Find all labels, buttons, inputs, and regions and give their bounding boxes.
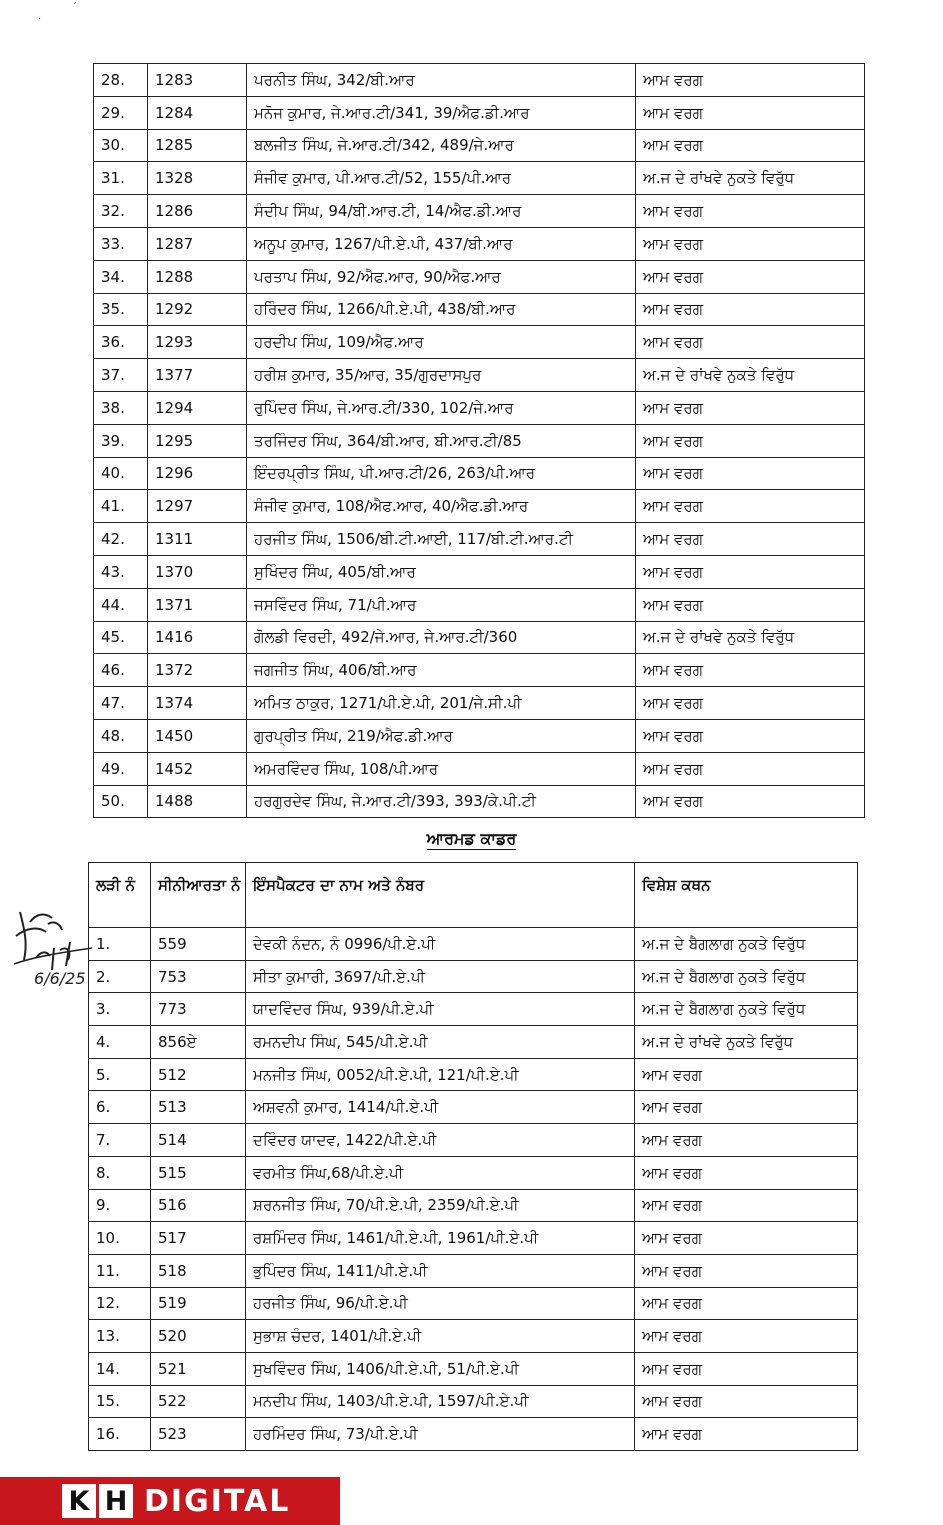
cell-inspector-name: ਹਰਜੀਤ ਸਿੰਘ, 96/ਪੀ.ਏ.ਪੀ (246, 1287, 635, 1320)
cell-seniority-no: 1283 (148, 64, 247, 97)
cell-inspector-name: ਸੁਖਵਿੰਦਰ ਸਿੰਘ, 1406/ਪੀ.ਏ.ਪੀ, 51/ਪੀ.ਏ.ਪੀ (246, 1352, 635, 1385)
cell-remarks: ਅ.ਜ ਦੇ ਬੈਗਲਾਗ ਨੁਕਤੇ ਵਿਰੁੱਧ (635, 960, 858, 993)
header-seniority-no: ਸੀਨੀਆਰਤਾ ਨੰ (151, 863, 246, 928)
table-row (94, 785, 865, 818)
cell-seniority-no: 1377 (148, 359, 247, 392)
table-row (94, 326, 865, 359)
header-remarks: ਵਿਸ਼ੇਸ਼ ਕਥਨ (635, 863, 858, 928)
table-row (94, 260, 865, 293)
logo-text: DIGITAL (144, 1483, 291, 1519)
cell-serial-no: 7. (89, 1124, 151, 1157)
cell-inspector-name: ਰਮਨਦੀਪ ਸਿੰਘ, 545/ਪੀ.ਏ.ਪੀ (246, 1026, 635, 1059)
cell-remarks: ਆਮ ਵਰਗ (636, 96, 865, 129)
table-row (94, 64, 865, 97)
cell-inspector-name: ਸੰਜੀਵ ਕੁਮਾਰ, ਪੀ.ਆਰ.ਟੀ/52, 155/ਪੀ.ਆਰ (247, 162, 636, 195)
cell-remarks: ਆਮ ਵਰਗ (635, 1320, 858, 1353)
cell-serial-no: 45. (94, 621, 148, 654)
table-row (89, 1418, 858, 1451)
cell-serial-no: 3. (89, 993, 151, 1026)
cell-serial-no: 9. (89, 1189, 151, 1222)
cell-seniority-no: 1372 (148, 654, 247, 687)
cell-seniority-no: 1488 (148, 785, 247, 818)
cell-serial-no: 4. (89, 1026, 151, 1059)
table-row (89, 928, 858, 961)
cell-serial-no: 36. (94, 326, 148, 359)
cell-inspector-name: ਸੀਤਾ ਕੁਮਾਰੀ, 3697/ਪੀ.ਏ.ਪੀ (246, 960, 635, 993)
handwritten-signature (6, 902, 96, 992)
cell-serial-no: 47. (94, 687, 148, 720)
cell-inspector-name: ਰਸ਼ਮਿੰਦਰ ਸਿੰਘ, 1461/ਪੀ.ਏ.ਪੀ, 1961/ਪੀ.ਏ.ਪੀ (246, 1222, 635, 1255)
inspector-list-table-continued (93, 63, 865, 818)
cell-inspector-name: ਪਰਤਾਪ ਸਿੰਘ, 92/ਐਫ.ਆਰ, 90/ਐਫ.ਆਰ (247, 260, 636, 293)
table-row (94, 752, 865, 785)
cell-seniority-no: 513 (151, 1091, 246, 1124)
cell-inspector-name: ਰੁਪਿੰਦਰ ਸਿੰਘ, ਜੇ.ਆਰ.ਟੀ/330, 102/ਜੇ.ਆਰ (247, 391, 636, 424)
cell-seniority-no: 1292 (148, 293, 247, 326)
table-row (89, 1189, 858, 1222)
cell-remarks: ਅ.ਜ ਦੇ ਰਾਂਖਵੇ ਨੁਕਤੇ ਵਿਰੁੱਧ (636, 621, 865, 654)
table-row (89, 1352, 858, 1385)
table-row (94, 523, 865, 556)
cell-remarks: ਆਮ ਵਰਗ (636, 129, 865, 162)
cell-serial-no: 33. (94, 227, 148, 260)
cell-serial-no: 49. (94, 752, 148, 785)
cell-seniority-no: 512 (151, 1058, 246, 1091)
table-row (89, 1124, 858, 1157)
table-row (89, 1254, 858, 1287)
cell-serial-no: 14. (89, 1352, 151, 1385)
cell-inspector-name: ਹਰਜੀਤ ਸਿੰਘ, 1506/ਬੀ.ਟੀ.ਆਈ, 117/ਬੀ.ਟੀ.ਆਰ.ਟੀ (247, 523, 636, 556)
table-row (94, 96, 865, 129)
cell-seniority-no: 520 (151, 1320, 246, 1353)
cell-remarks: ਆਮ ਵਰਗ (636, 490, 865, 523)
cell-remarks: ਆਮ ਵਰਗ (636, 588, 865, 621)
cell-remarks: ਆਮ ਵਰਗ (635, 1124, 858, 1157)
cell-seniority-no: 753 (151, 960, 246, 993)
header-serial-no: ਲੜੀ ਨੰ (89, 863, 151, 928)
table-row (94, 293, 865, 326)
cell-remarks: ਆਮ ਵਰਗ (635, 1254, 858, 1287)
cell-inspector-name: ਜਸਵਿੰਦਰ ਸਿੰਘ, 71/ਪੀ.ਆਰ (247, 588, 636, 621)
cell-inspector-name: ਅਨੂਪ ਕੁਮਾਰ, 1267/ਪੀ.ਏ.ਪੀ, 437/ਬੀ.ਆਰ (247, 227, 636, 260)
cell-remarks: ਆਮ ਵਰਗ (636, 195, 865, 228)
table-row (89, 1058, 858, 1091)
cell-seniority-no: 521 (151, 1352, 246, 1385)
cell-serial-no: 37. (94, 359, 148, 392)
cell-serial-no: 38. (94, 391, 148, 424)
table-row (94, 359, 865, 392)
cell-inspector-name: ਮਨੋਜ ਕੁਮਾਰ, ਜੇ.ਆਰ.ਟੀ/341, 39/ਐਫ.ਡੀ.ਆਰ (247, 96, 636, 129)
cell-remarks: ਆਮ ਵਰਗ (635, 1156, 858, 1189)
cell-serial-no: 6. (89, 1091, 151, 1124)
cell-inspector-name: ਤਰਜਿੰਦਰ ਸਿੰਘ, 364/ਬੀ.ਆਰ, ਬੀ.ਆਰ.ਟੀ/85 (247, 424, 636, 457)
cell-remarks: ਆਮ ਵਰਗ (636, 326, 865, 359)
cell-serial-no: 15. (89, 1385, 151, 1418)
cell-inspector-name: ਹਰਗੁਰਦੇਵ ਸਿੰਘ, ਜੇ.ਆਰ.ਟੀ/393, 393/ਕੇ.ਪੀ.ਟੀ (247, 785, 636, 818)
cell-seniority-no: 1328 (148, 162, 247, 195)
cell-serial-no: 2. (89, 960, 151, 993)
cell-remarks: ਅ.ਜ ਦੇ ਬੈਗਲਾਗ ਨੁਕਤੇ ਵਿਰੁੱਧ (635, 928, 858, 961)
cell-serial-no: 13. (89, 1320, 151, 1353)
section-heading-text: ਆਰਮਡ ਕਾਡਰ (426, 829, 517, 848)
cell-seniority-no: 1296 (148, 457, 247, 490)
cell-inspector-name: ਹਰਮਿੰਦਰ ਸਿੰਘ, 73/ਪੀ.ਏ.ਪੀ (246, 1418, 635, 1451)
cell-remarks: ਆਮ ਵਰਗ (636, 293, 865, 326)
table-row (94, 687, 865, 720)
cell-inspector-name: ਯਾਦਵਿੰਦਰ ਸਿੰਘ, 939/ਪੀ.ਏ.ਪੀ (246, 993, 635, 1026)
cell-seniority-no: 1295 (148, 424, 247, 457)
cell-inspector-name: ਜਗਜੀਤ ਸਿੰਘ, 406/ਬੀ.ਆਰ (247, 654, 636, 687)
cell-seniority-no: 518 (151, 1254, 246, 1287)
cell-inspector-name: ਸੁਭਾਸ਼ ਚੰਦਰ, 1401/ਪੀ.ਏ.ਪੀ (246, 1320, 635, 1353)
cell-remarks: ਆਮ ਵਰਗ (635, 1385, 858, 1418)
cell-serial-no: 5. (89, 1058, 151, 1091)
table-row (94, 227, 865, 260)
cell-serial-no: 40. (94, 457, 148, 490)
cell-remarks: ਆਮ ਵਰਗ (636, 64, 865, 97)
cell-seniority-no: 773 (151, 993, 246, 1026)
cell-inspector-name: ਬਲਜੀਤ ਸਿੰਘ, ਜੇ.ਆਰ.ਟੀ/342, 489/ਜੇ.ਆਰ (247, 129, 636, 162)
cell-seniority-no: 559 (151, 928, 246, 961)
table-row (94, 391, 865, 424)
cell-seniority-no: 1286 (148, 195, 247, 228)
cell-inspector-name: ਗੁਰਪ੍ਰੀਤ ਸਿੰਘ, 219/ਐਫ.ਡੀ.ਆਰ (247, 719, 636, 752)
table-header-row (89, 863, 858, 928)
cell-remarks: ਆਮ ਵਰਗ (636, 523, 865, 556)
cell-seniority-no: 523 (151, 1418, 246, 1451)
table-row (94, 162, 865, 195)
cell-serial-no: 42. (94, 523, 148, 556)
scan-mark: ˊ (72, 2, 77, 13)
cell-remarks: ਆਮ ਵਰਗ (636, 424, 865, 457)
cell-seniority-no: 1285 (148, 129, 247, 162)
table-row (89, 1385, 858, 1418)
cell-seniority-no: 1452 (148, 752, 247, 785)
cell-seniority-no: 856ਏ (151, 1026, 246, 1059)
cell-serial-no: 30. (94, 129, 148, 162)
cell-seniority-no: 522 (151, 1385, 246, 1418)
cell-seniority-no: 1370 (148, 555, 247, 588)
cell-remarks: ਆਮ ਵਰਗ (636, 391, 865, 424)
header-inspector-name: ਇੰਸਪੈਕਟਰ ਦਾ ਨਾਮ ਅਤੇ ਨੰਬਰ (246, 863, 635, 928)
cell-seniority-no: 1311 (148, 523, 247, 556)
cell-inspector-name: ਅਮਿਤ ਠਾਕੁਰ, 1271/ਪੀ.ਏ.ਪੀ, 201/ਜੇ.ਸੀ.ਪੀ (247, 687, 636, 720)
cell-remarks: ਅ.ਜ ਦੇ ਰਾਂਖਵੇ ਨੁਕਤੇ ਵਿਰੁੱਧ (635, 1026, 858, 1059)
cell-seniority-no: 1293 (148, 326, 247, 359)
cell-seniority-no: 1450 (148, 719, 247, 752)
cell-serial-no: 28. (94, 64, 148, 97)
cell-serial-no: 29. (94, 96, 148, 129)
cell-seniority-no: 1374 (148, 687, 247, 720)
table-row (89, 1222, 858, 1255)
cell-seniority-no: 1294 (148, 391, 247, 424)
cell-serial-no: 41. (94, 490, 148, 523)
cell-inspector-name: ਅਮਰਵਿੰਦਰ ਸਿੰਘ, 108/ਪੀ.ਆਰ (247, 752, 636, 785)
table-row (94, 719, 865, 752)
cell-seniority-no: 1416 (148, 621, 247, 654)
cell-serial-no: 12. (89, 1287, 151, 1320)
cell-seniority-no: 516 (151, 1189, 246, 1222)
table-row (94, 129, 865, 162)
cell-inspector-name: ਮਨਦੀਪ ਸਿੰਘ, 1403/ਪੀ.ਏ.ਪੀ, 1597/ਪੀ.ਏ.ਪੀ (246, 1385, 635, 1418)
cell-inspector-name: ਮਨਜੀਤ ਸਿੰਘ, 0052/ਪੀ.ਏ.ਪੀ, 121/ਪੀ.ਏ.ਪੀ (246, 1058, 635, 1091)
table-row (89, 1320, 858, 1353)
cell-inspector-name: ਸੰਦੀਪ ਸਿੰਘ, 94/ਬੀ.ਆਰ.ਟੀ, 14/ਐਫ.ਡੀ.ਆਰ (247, 195, 636, 228)
cell-remarks: ਅ.ਜ ਦੇ ਬੈਗਲਾਗ ਨੁਕਤੇ ਵਿਰੁੱਧ (635, 993, 858, 1026)
section-heading (0, 829, 943, 849)
signature-date: 6/6/25 (34, 969, 86, 988)
logo-h-box: H (99, 1484, 133, 1518)
kh-digital-logo (0, 1477, 340, 1525)
cell-serial-no: 48. (94, 719, 148, 752)
table-row (89, 1091, 858, 1124)
cell-remarks: ਆਮ ਵਰਗ (635, 1287, 858, 1320)
cell-remarks: ਆਮ ਵਰਗ (636, 752, 865, 785)
cell-seniority-no: 1297 (148, 490, 247, 523)
table-row (94, 457, 865, 490)
table-row (89, 993, 858, 1026)
cell-inspector-name: ਸ਼ਰਨਜੀਤ ਸਿੰਘ, 70/ਪੀ.ਏ.ਪੀ, 2359/ਪੀ.ਏ.ਪੀ (246, 1189, 635, 1222)
cell-remarks: ਆਮ ਵਰਗ (636, 457, 865, 490)
cell-serial-no: 8. (89, 1156, 151, 1189)
table-row (89, 960, 858, 993)
cell-seniority-no: 517 (151, 1222, 246, 1255)
cell-serial-no: 16. (89, 1418, 151, 1451)
cell-serial-no: 35. (94, 293, 148, 326)
cell-remarks: ਆਮ ਵਰਗ (636, 227, 865, 260)
cell-serial-no: 50. (94, 785, 148, 818)
cell-seniority-no: 1287 (148, 227, 247, 260)
cell-serial-no: 31. (94, 162, 148, 195)
cell-remarks: ਅ.ਜ ਦੇ ਰਾਂਖਵੇ ਨੁਕਤੇ ਵਿਰੁੱਧ (636, 359, 865, 392)
cell-serial-no: 44. (94, 588, 148, 621)
cell-remarks: ਆਮ ਵਰਗ (635, 1418, 858, 1451)
table-row (94, 195, 865, 228)
cell-seniority-no: 514 (151, 1124, 246, 1157)
cell-serial-no: 46. (94, 654, 148, 687)
cell-inspector-name: ਦਵਿੰਦਰ ਯਾਦਵ, 1422/ਪੀ.ਏ.ਪੀ (246, 1124, 635, 1157)
table-row (94, 555, 865, 588)
cell-inspector-name: ਸੁਖਿੰਦਰ ਸਿੰਘ, 405/ਬੀ.ਆਰ (247, 555, 636, 588)
cell-serial-no: 10. (89, 1222, 151, 1255)
cell-remarks: ਆਮ ਵਰਗ (636, 687, 865, 720)
cell-seniority-no: 1284 (148, 96, 247, 129)
scan-mark: · (38, 14, 42, 25)
cell-remarks: ਆਮ ਵਰਗ (636, 654, 865, 687)
cell-remarks: ਆਮ ਵਰਗ (635, 1189, 858, 1222)
cell-serial-no: 1. (89, 928, 151, 961)
cell-seniority-no: 515 (151, 1156, 246, 1189)
table-row (94, 588, 865, 621)
armed-cadre-table (88, 862, 858, 1451)
cell-remarks: ਆਮ ਵਰਗ (635, 1222, 858, 1255)
cell-seniority-no: 1288 (148, 260, 247, 293)
logo-k-box: K (62, 1484, 96, 1518)
cell-remarks: ਆਮ ਵਰਗ (636, 260, 865, 293)
cell-serial-no: 43. (94, 555, 148, 588)
cell-serial-no: 39. (94, 424, 148, 457)
cell-inspector-name: ਦੇਵਕੀ ਨੰਦਨ, ਨੰ 0996/ਪੀ.ਏ.ਪੀ (246, 928, 635, 961)
table-row (94, 654, 865, 687)
cell-remarks: ਅ.ਜ ਦੇ ਰਾਂਖਵੇ ਨੁਕਤੇ ਵਿਰੁੱਧ (636, 162, 865, 195)
cell-remarks: ਆਮ ਵਰਗ (635, 1058, 858, 1091)
cell-inspector-name: ਅਸ਼ਵਨੀ ਕੁਮਾਰ, 1414/ਪੀ.ਏ.ਪੀ (246, 1091, 635, 1124)
table-row (94, 490, 865, 523)
cell-inspector-name: ਹਰੀਸ਼ ਕੁਮਾਰ, 35/ਆਰ, 35/ਗੁਰਦਾਸਪੁਰ (247, 359, 636, 392)
cell-serial-no: 11. (89, 1254, 151, 1287)
cell-inspector-name: ਭੁਪਿੰਦਰ ਸਿੰਘ, 1411/ਪੀ.ਏ.ਪੀ (246, 1254, 635, 1287)
cell-remarks: ਆਮ ਵਰਗ (635, 1091, 858, 1124)
table-row (94, 621, 865, 654)
cell-inspector-name: ਵਰਮੀਤ ਸਿੰਘ,68/ਪੀ.ਏ.ਪੀ (246, 1156, 635, 1189)
cell-inspector-name: ਪਰਨੀਤ ਸਿੰਘ, 342/ਬੀ.ਆਰ (247, 64, 636, 97)
cell-remarks: ਆਮ ਵਰਗ (635, 1352, 858, 1385)
cell-remarks: ਆਮ ਵਰਗ (636, 785, 865, 818)
cell-inspector-name: ਗੋਲਡੀ ਵਿਰਦੀ, 492/ਜੇ.ਆਰ, ਜੇ.ਆਰ.ਟੀ/360 (247, 621, 636, 654)
cell-remarks: ਆਮ ਵਰਗ (636, 719, 865, 752)
cell-serial-no: 32. (94, 195, 148, 228)
cell-remarks: ਆਮ ਵਰਗ (636, 555, 865, 588)
table-row (94, 424, 865, 457)
table-row (89, 1287, 858, 1320)
cell-seniority-no: 519 (151, 1287, 246, 1320)
cell-serial-no: 34. (94, 260, 148, 293)
cell-inspector-name: ਸੰਜੀਵ ਕੁਮਾਰ, 108/ਐਫ.ਆਰ, 40/ਐਫ.ਡੀ.ਆਰ (247, 490, 636, 523)
cell-inspector-name: ਹਰਦੀਪ ਸਿੰਘ, 109/ਐਫ.ਆਰ (247, 326, 636, 359)
table-row (89, 1026, 858, 1059)
cell-seniority-no: 1371 (148, 588, 247, 621)
table-row (89, 1156, 858, 1189)
cell-inspector-name: ਇੰਦਰਪ੍ਰੀਤ ਸਿੰਘ, ਪੀ.ਆਰ.ਟੀ/26, 263/ਪੀ.ਆਰ (247, 457, 636, 490)
cell-inspector-name: ਹਰਿੰਦਰ ਸਿੰਘ, 1266/ਪੀ.ਏ.ਪੀ, 438/ਬੀ.ਆਰ (247, 293, 636, 326)
